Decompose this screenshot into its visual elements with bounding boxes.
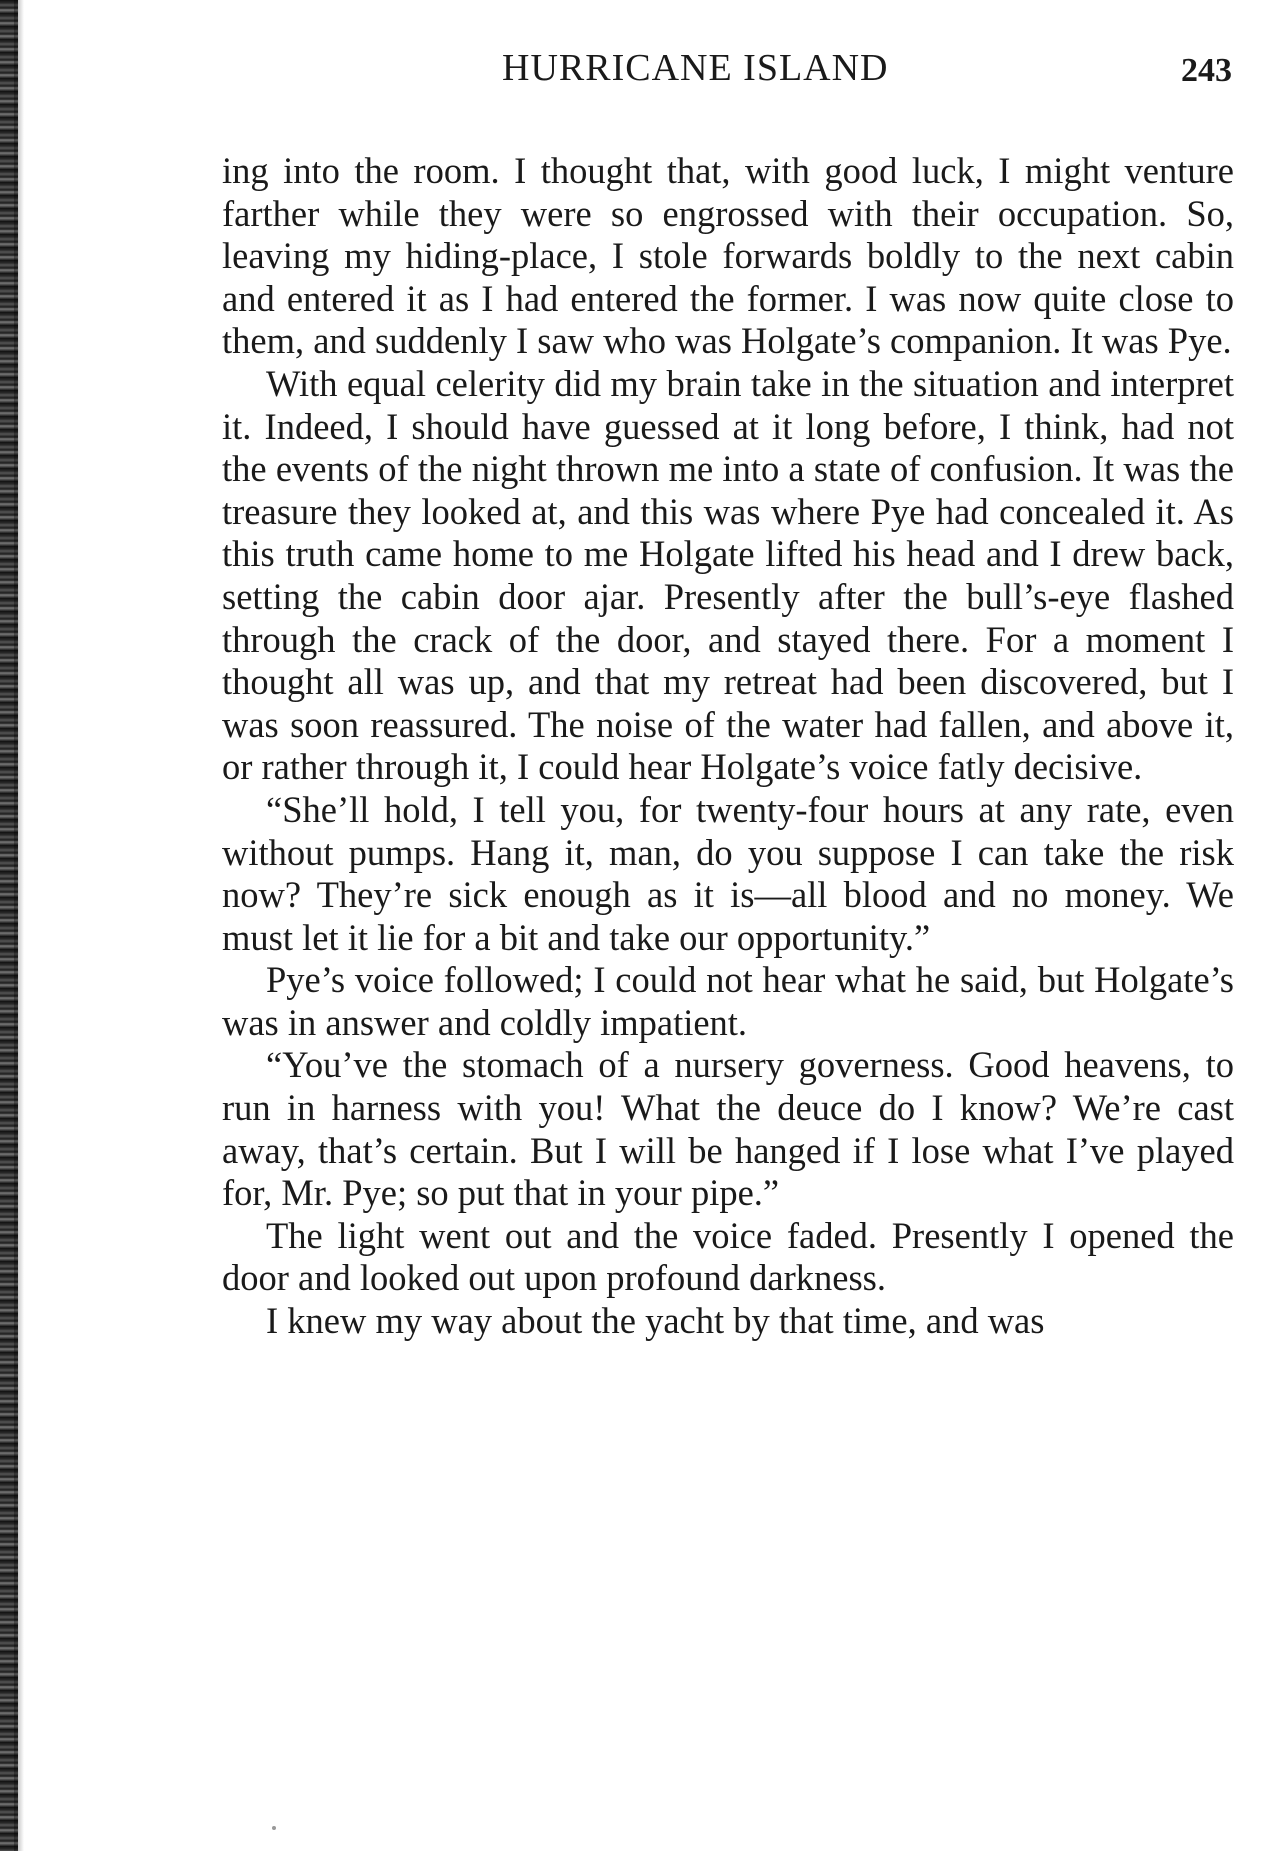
paragraph: “She’ll hold, I tell you, for twenty-four hours at any rate, even without pumps. Hang it, man, do you suppose I can take the risk now? They’re sick enough as it is—all blood and no money. We must let it lie for a bit and take our opportunity.” [222,788,1234,958]
paragraph: Pye’s voice followed; I could not hear what he said, but Holgate’s was in answer and coldly impatient. [222,959,1234,1043]
print-speck [272,1826,276,1830]
running-head [222,36,1232,96]
paragraph: The light went out and the voice faded. Presently I opened the door and looked out upon profound darkness. [222,1214,1234,1299]
paragraph: “You’ve the stomach of a nursery governess. Good heavens, to run in harness with you! What the deuce do I know? We’re cast away, that’s certain. But I will be hanged if I lose what I’ve played for, Mr. Pye; so put that in your pipe.” [222,1044,1234,1214]
book-binding-edge [0,0,18,1851]
paragraph: I knew my way about the yacht by that time, and was [266,1300,1045,1342]
running-head-title: HURRICANE ISLAND [502,47,889,89]
paragraph: With equal celerity did my brain take in the situation and interpret it. Indeed, I should have guessed at it long before, I think, had not the events of the night thrown me into a state of confusion. It was the treasure they looked at, and this was where Pye had concealed it. As this truth came home to me Holgate lifted his head and I drew back, setting the cabin door ajar. Presently after the bull’s-eye flashed through the crack of the door, and stayed there. For a moment I thought all was up, and that my retreat had been discovered, but I was soon reassured. The noise of the water had fallen, and above it, or rather through it, I could hear Holgate’s voice fatly decisive. [222,362,1234,788]
paragraph: ing into the room. I thought that, with good luck, I might venture farther while they were so engrossed with their occupation. So, leaving my hiding-place, I stole forwards boldly to the next cabin and entered it as I had entered the former. I was now quite close to them, and suddenly I saw who was Holgate’s companion. It was Pye. [222,150,1234,362]
page-number: 243 [1181,52,1232,89]
body-text [222,150,1234,1343]
